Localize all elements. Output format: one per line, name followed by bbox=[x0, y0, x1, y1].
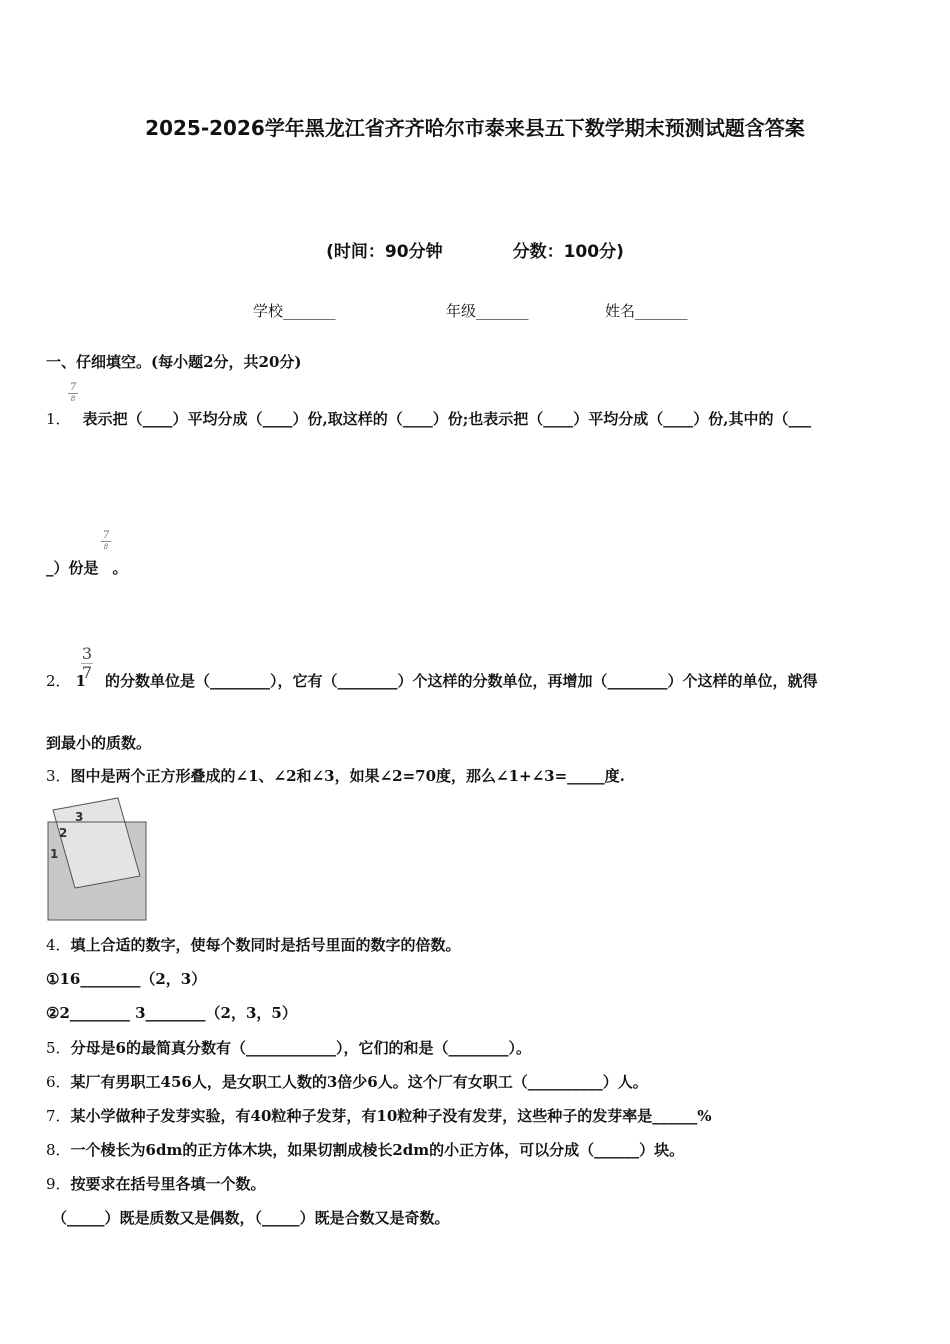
fraction-numerator: 3 bbox=[81, 644, 93, 663]
name-field: 姓名_______ bbox=[605, 302, 688, 320]
question-1-continued: _）份是 。 bbox=[46, 559, 128, 577]
exam-meta bbox=[0, 237, 950, 262]
question-5: 5．分母是6的最简真分数有（____________），它们的和是（________）。 bbox=[46, 1039, 531, 1057]
question-6: 6．某厂有男职工456人，是女职工人数的3倍少6人。这个厂有女职工（__________）人。 bbox=[46, 1073, 648, 1091]
fraction-denominator: 7 bbox=[81, 663, 93, 682]
question-2: 2． 1 的分数单位是（________），它有（________）个这样的分数单位，再增加（________）个这样的单位，就得 bbox=[46, 672, 818, 690]
grade-field: 年级_______ bbox=[446, 302, 529, 320]
mixed-whole: 1 bbox=[75, 672, 86, 690]
exam-time: (时间：90分钟 bbox=[326, 242, 443, 262]
question-4-part-a: ①16________（2，3） bbox=[46, 970, 207, 988]
question-9: 9．按要求在括号里各填一个数。 bbox=[46, 1175, 266, 1193]
question-1: 1． 表示把（____）平均分成（____）份,取这样的（____）份;也表示把（____）平均分成（____）份,其中的（___ bbox=[46, 410, 812, 428]
question-number: 4． bbox=[46, 936, 71, 954]
overlapping-squares-figure bbox=[46, 796, 156, 926]
q1-fraction-inline-2: 7 8 bbox=[102, 530, 110, 551]
question-8: 8．一个棱长为6dm的正方体木块，如果切割成棱长2dm的小正方体，可以分成（______）块。 bbox=[46, 1141, 685, 1159]
question-7: 7．某小学做种子发芽实验，有40粒种子发芽，有10粒种子没有发芽，这些种子的发芽率是______% bbox=[46, 1107, 712, 1125]
question-number: 6． bbox=[46, 1073, 71, 1091]
section-heading: 一、仔细填空。(每小题2分，共20分) bbox=[46, 353, 302, 371]
page-title: 2025-2026学年黑龙江省齐齐哈尔市泰来县五下数学期末预测试题含答案 bbox=[145, 116, 805, 140]
question-number: 5． bbox=[46, 1039, 71, 1057]
q1-fraction-inline bbox=[68, 383, 78, 404]
question-number: 3． bbox=[46, 767, 71, 785]
school-field: 学校_______ bbox=[253, 302, 336, 320]
question-number: 1． bbox=[46, 410, 71, 428]
question-number: 7． bbox=[46, 1107, 71, 1125]
question-3: 3．图中是两个正方形叠成的∠1、∠2和∠3，如果∠2=70度，那么∠1+∠3=_____度. bbox=[46, 767, 625, 785]
angle-label-2: 2 bbox=[59, 826, 68, 840]
question-number: 8． bbox=[46, 1141, 71, 1159]
exam-score: 分数：100分) bbox=[512, 242, 624, 262]
fraction-denominator: 8 bbox=[68, 393, 78, 404]
question-9-blanks: （_____）既是质数又是偶数，（_____）既是合数又是奇数。 bbox=[52, 1209, 450, 1227]
question-2-continued: 到最小的质数。 bbox=[46, 734, 152, 752]
question-4-part-b: ②2________ 3________（2，3，5） bbox=[46, 1004, 297, 1022]
angle-label-1: 1 bbox=[50, 847, 59, 861]
question-4: 4．填上合适的数字，使每个数同时是括号里面的数字的倍数。 bbox=[46, 936, 461, 954]
fraction-numerator: 7 bbox=[69, 382, 77, 393]
question-number: 9． bbox=[46, 1175, 71, 1193]
question-number: 2． bbox=[46, 672, 71, 690]
angle-label-3: 3 bbox=[75, 810, 84, 824]
